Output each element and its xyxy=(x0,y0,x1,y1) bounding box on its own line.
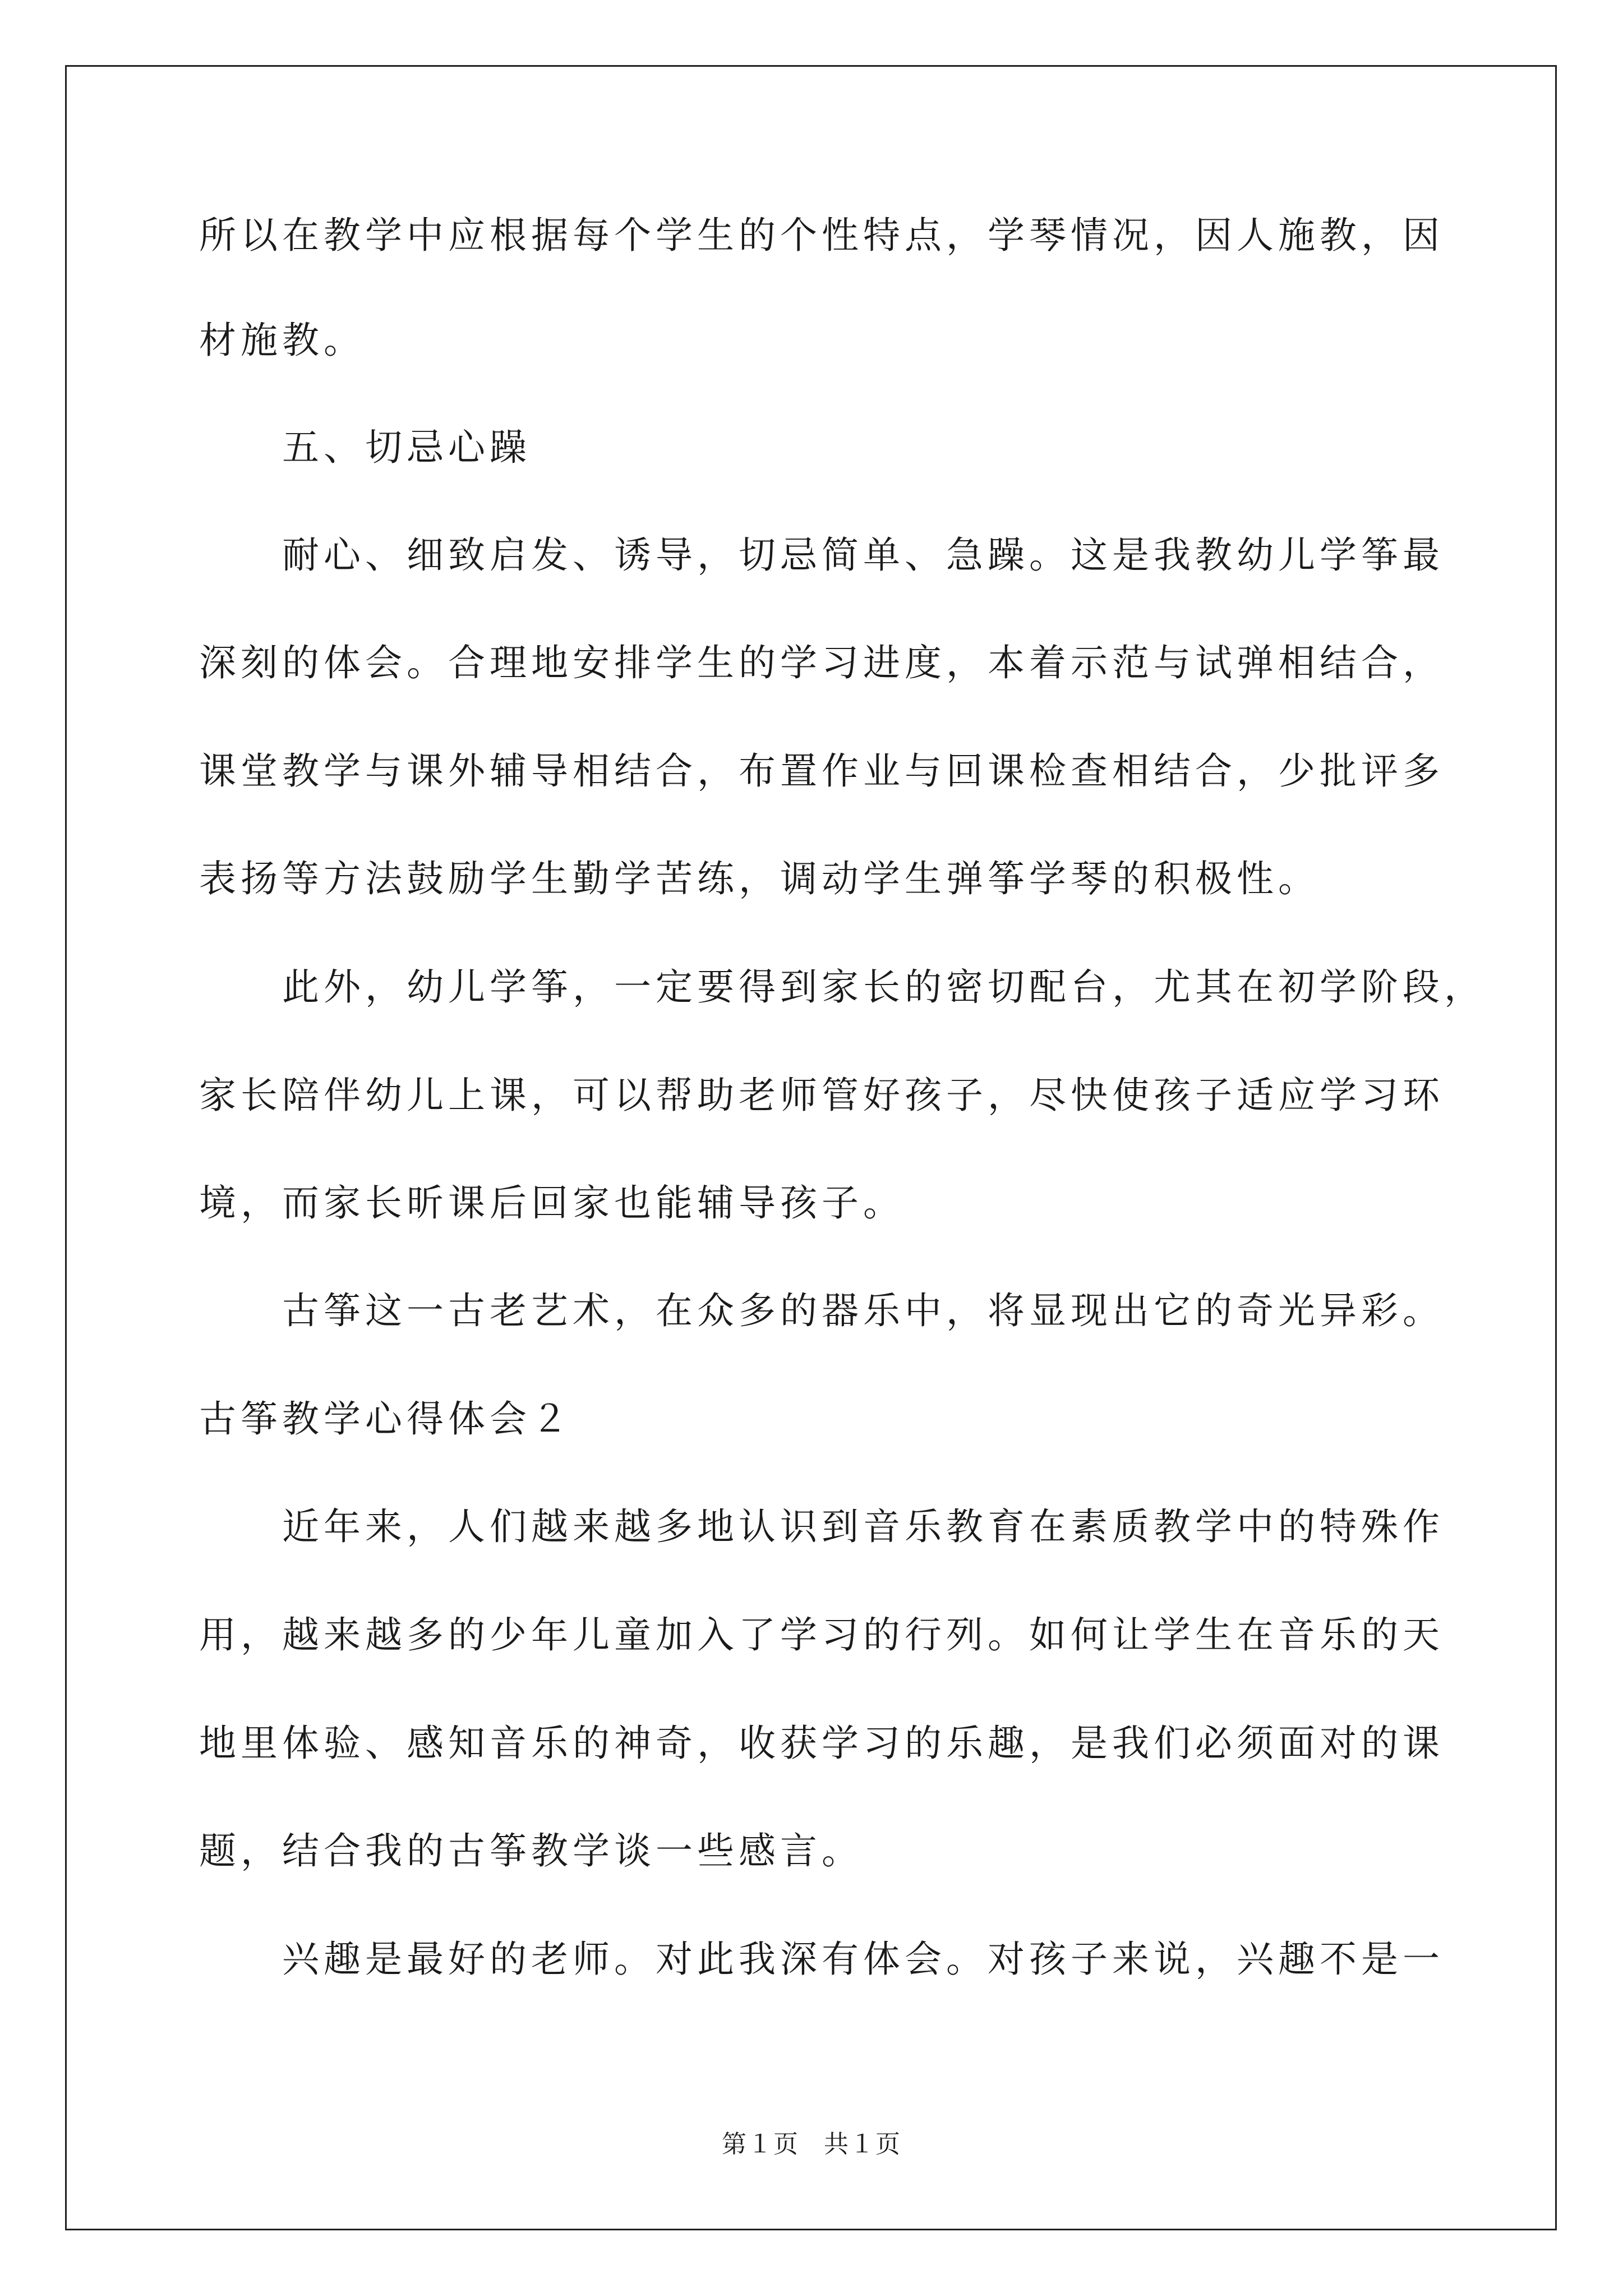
text-line: 课堂教学与课外辅导相结合，布置作业与回课检查相结合，少批评多 xyxy=(199,749,1444,793)
text-line: 题，结合我的古筝教学谈一些感言。 xyxy=(199,1829,863,1872)
section-title: 古筝教学心得体会２ xyxy=(199,1397,573,1441)
text-line: 材施教。 xyxy=(199,319,365,362)
text-line: 耐心、细致启发、诱导，切忌简单、急躁。这是我教幼儿学筝最 xyxy=(282,533,1444,577)
text-line: 家长陪伴幼儿上课，可以帮助老师管好孩子，尽快使孩子适应学习环 xyxy=(199,1074,1444,1117)
page-total: 共１页 xyxy=(824,2130,901,2159)
text-line: 所以在教学中应根据每个学生的个性特点，学琴情况，因人施教，因 xyxy=(199,214,1444,257)
text-line: 兴趣是最好的老师。对此我深有体会。对孩子来说，兴趣不是一 xyxy=(282,1938,1444,1981)
section-heading: 五、切忌心躁 xyxy=(282,426,531,469)
text-line: 此外，幼儿学筝，一定要得到家长的密切配台，尤其在初学阶段， xyxy=(282,965,1486,1009)
text-line: 境，而家长昕课后回家也能辅导孩子。 xyxy=(199,1181,905,1225)
text-line: 用，越来越多的少年儿童加入了学习的行列。如何让学生在音乐的天 xyxy=(199,1613,1444,1657)
text-line: 地里体验、感知音乐的神奇，收获学习的乐趣，是我们必须面对的课 xyxy=(199,1722,1444,1765)
page-footer xyxy=(0,2129,1623,2160)
text-line: 表扬等方法鼓励学生勤学苦练，调动学生弹筝学琴的积极性。 xyxy=(199,857,1320,900)
text-line: 古筝这一古老艺术，在众多的器乐中，将显现出它的奇光异彩。 xyxy=(282,1289,1444,1332)
page-border xyxy=(65,65,1557,2230)
page-number: 第１页 xyxy=(722,2130,799,2159)
text-line: 近年来，人们越来越多地认识到音乐教育在素质教学中的特殊作 xyxy=(282,1505,1444,1548)
text-line: 深刻的体会。合理地安排学生的学习进度，本着示范与试弹相结合， xyxy=(199,641,1444,684)
